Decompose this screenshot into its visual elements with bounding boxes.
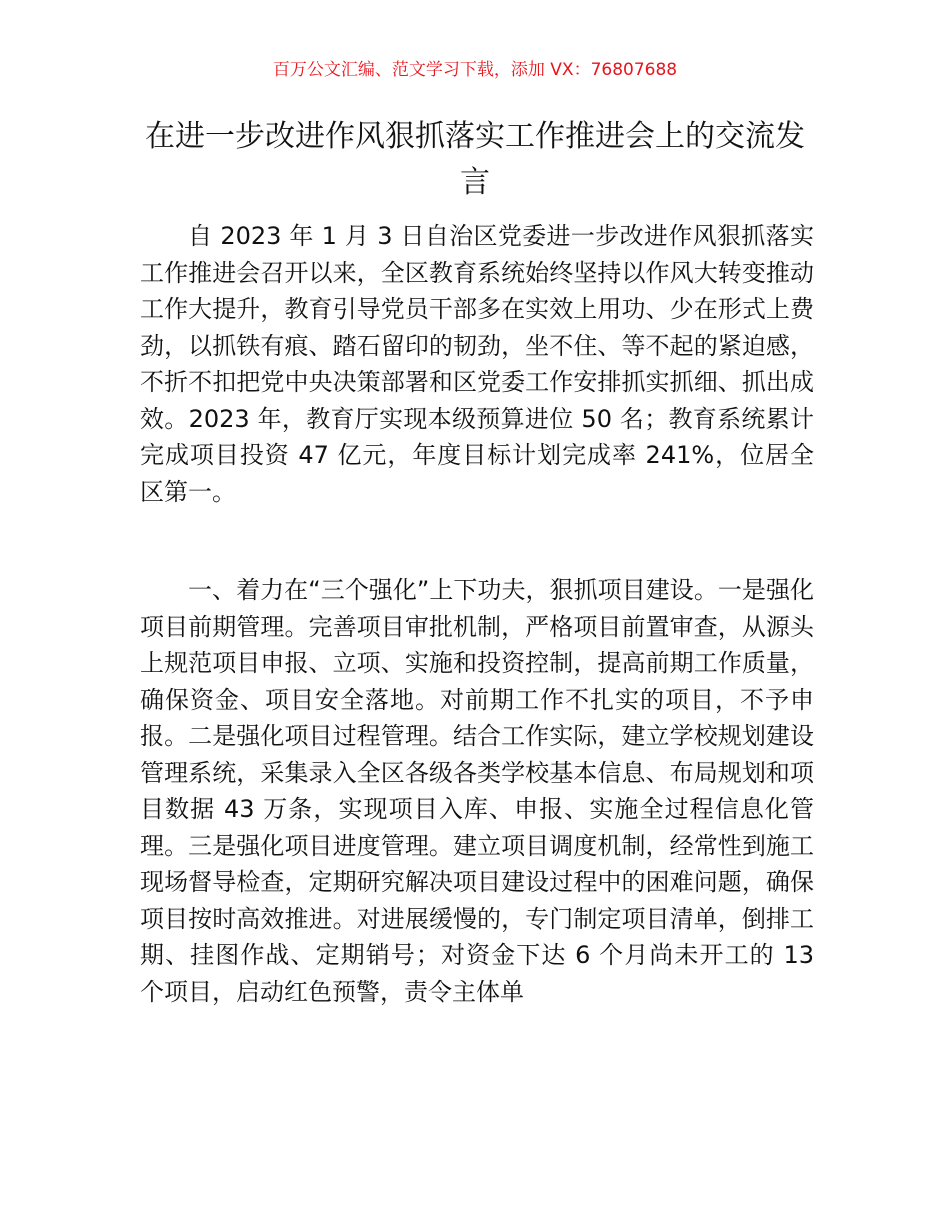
paragraph-intro: 自 2023 年 1 月 3 日自治区党委进一步改进作风狠抓落实工作推进会召开以来，全区教育系统始终坚持以作风大转变推动工作大提升，教育引导党员干部多在实效上用功、少在形式上费劲，以抓铁有痕、踏石留印的韧劲，坐不住、等不起的紧迫感，不折不扣把党中央决策部署和区党委工作安排抓实抓细、抓出成效。2023 年，教育厅实现本级预算进位 50 名；教育系统累计完成项目投资 47 亿元，年度目标计划完成率 241%，位居全区第一。 [140, 222, 814, 506]
document-title: 在进一步改进作风狠抓落实工作推进会上的交流发言 [145, 119, 805, 200]
paragraph-section-one: 一、着力在“三个强化”上下功夫，狠抓项目建设。一是强化项目前期管理。完善项目审批机制，严格项目前置审查，从源头上规范项目申报、立项、实施和投资控制，提高前期工作质量，确保资金、项目安全落地。对前期工作不扎实的项目，不予申报。二是强化项目过程管理。结合工作实际，建立学校规划建设管理系统，采集录入全区各级各类学校基本信息、布局规划和项目数据 43 万条，实现项目入库、申报、实施全过程信息化管理。三是强化项目进度管理。建立项目调度机制，经常性到施工现场督导检查，定期研究解决项目建设过程中的困难问题，确保项目按时高效推进。对进展缓慢的，专门制定项目清单，倒排工期、挂图作战、定期销号；对资金下达 6 个月尚未开工的 13 个项目，启动红色预警，责令主体单 [140, 576, 814, 1006]
header-banner: 百万公文汇编、范文学习下载，添加 VX：76807688 [272, 60, 678, 80]
